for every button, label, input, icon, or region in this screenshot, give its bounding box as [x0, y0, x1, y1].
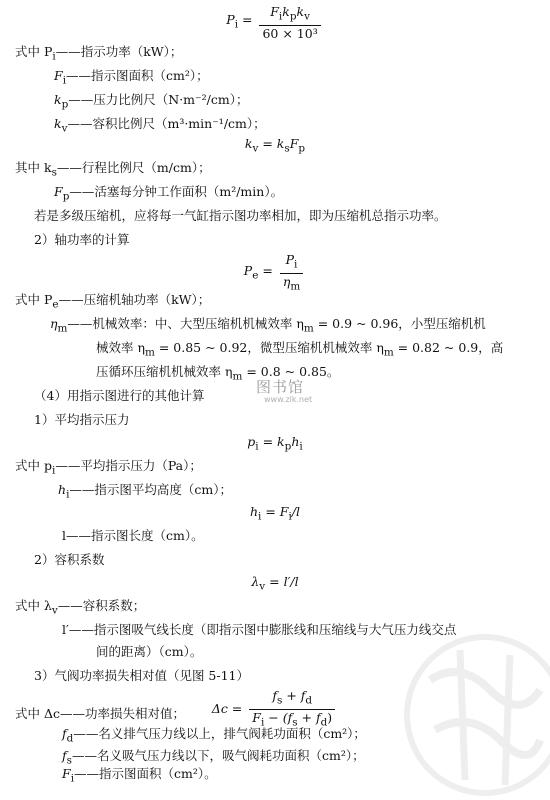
formula-shaft-power: $P_e$ = $\frac{P_i}{\eta_m}$	[0, 252, 550, 294]
formula-mean-height: $h_i = F_i/l$	[249, 504, 301, 523]
def-line: 式中 $P_e——$压缩机轴功率（kW）；	[15, 292, 211, 311]
def-line: $f_d——$名义排气压力线以上，排气阀耗功面积（cm²）；	[62, 726, 366, 745]
def-line: 式中 $p_i——$平均指示压力（Pa）；	[15, 458, 202, 477]
section-heading: 2）容积系数	[34, 552, 105, 567]
section-heading: 2）轴功率的计算	[34, 232, 130, 247]
formula-volume-coefficient: $\lambda_v = l'/l$	[251, 574, 299, 593]
def-line: l′——指示图吸气线长度（即指示图中膨胀线和压缩线与大气压力线交点	[62, 622, 457, 637]
section-heading: （4）用指示图进行的其他计算	[34, 388, 205, 403]
def-line: $h_i——$指示图平均高度（cm）；	[58, 482, 233, 501]
def-line: l——指示图长度（cm）。	[62, 528, 204, 543]
def-line: 式中 Δc——功率损失相对值；	[15, 706, 186, 721]
formula-indicated-power: $P_i$ = $\frac{F_ik_pk_v}{\text{60 × 10³}}$	[0, 4, 550, 41]
def-line: 式中 $P_i——$指示功率（kW）；	[15, 44, 183, 63]
def-line: $\eta_m——$机械效率：中、大型压缩机机械效率 $\eta_m = 0.9$ ~ 0.96，小型压缩机机	[50, 316, 486, 335]
def-line: 其中 $k_s——$行程比例尺（m/cm）；	[15, 160, 211, 179]
def-line: 压循环压缩机机械效率 $\eta_m = 0.8$ ~ 0.85。	[96, 364, 340, 383]
formula-mean-pressure: $p_i = k_ph_i$	[247, 434, 303, 453]
def-line: $F_i——$指示图面积（cm²）。	[62, 766, 217, 785]
def-line: 式中 $\lambda_v——$容积系数；	[15, 598, 146, 617]
formula-valve-loss: Δc = $\frac{f_s + f_d}{F_i - (f_s + f_d)}$	[0, 688, 550, 730]
def-line: 械效率 $\eta_m = 0.85$ ~ 0.92，微型压缩机机械效率 $\eta_m = 0.82$ ~ 0.9，高	[96, 340, 504, 359]
section-heading: 3）气阀功率损失相对值（见图 5-11）	[34, 668, 250, 683]
def-line: $F_i——$指示图面积（cm²）；	[54, 68, 209, 87]
def-line: 间的距离）（cm）。	[96, 644, 203, 659]
watermark-url: www.zlk.net	[264, 395, 313, 404]
def-line: $F_p——$活塞每分钟工作面积（m²/min）。	[54, 184, 284, 203]
def-line: $k_v——$容积比例尺（m³·min⁻¹/cm）；	[54, 116, 266, 135]
seal-stamp-image	[390, 620, 550, 800]
formula-volume-scale: $k_v = k_sF_p$	[244, 136, 306, 155]
section-heading: 1）平均指示压力	[34, 412, 130, 427]
watermark: 图书馆	[256, 378, 305, 396]
paragraph: 若是多级压缩机，应将每一气缸指示图功率相加，即为压缩机总指示功率。	[34, 208, 447, 223]
def-line: $f_s——$名义吸气压力线以下，吸气阀耗功面积（cm²）；	[62, 748, 365, 767]
def-line: $k_p——$压力比例尺（N·m⁻²/cm）；	[54, 92, 249, 111]
